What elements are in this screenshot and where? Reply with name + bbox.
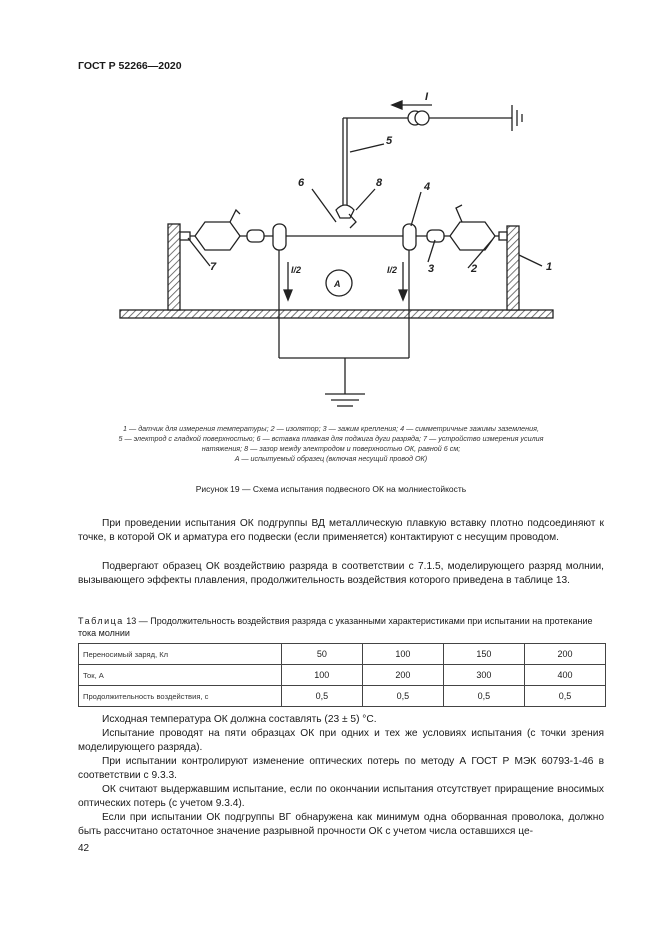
grounding-clamp-right bbox=[403, 224, 416, 250]
paragraph: Исходная температура ОК должна составлять (23 ± 5) °С. bbox=[102, 714, 377, 725]
label-5: 5 bbox=[386, 135, 393, 147]
table-row bbox=[79, 665, 606, 686]
legend-line: A — испытуемый образец (включая несущий провод ОК) bbox=[234, 454, 428, 463]
table-cell: 400 bbox=[524, 665, 605, 686]
left-support bbox=[168, 224, 180, 310]
label-2: 2 bbox=[471, 263, 478, 275]
discharge-duration-table bbox=[78, 643, 606, 707]
table-cell: 200 bbox=[524, 644, 605, 665]
table-cell: 0,5 bbox=[524, 686, 605, 707]
row-label: Ток, А bbox=[79, 665, 282, 686]
figure-caption: Рисунок 19 — Схема испытания подвесного ОК на молниестойкость bbox=[195, 484, 467, 494]
label-4: 4 bbox=[424, 181, 431, 193]
legend-line: 5 — электрод с гладкой поверхностью; 6 — вставка плавкая для поджига дуги разряда; 7 — устройство измерения усилия bbox=[118, 434, 544, 443]
table-row bbox=[79, 644, 606, 665]
legend-line: 1 — датчик для измерения температуры; 2 — изолятор; 3 — зажим крепления; 4 — симметричные зажимы заземления, bbox=[123, 424, 539, 433]
document-code-header: ГОСТ Р 52266—2020 bbox=[78, 60, 182, 72]
table-cell: 0,5 bbox=[281, 686, 362, 707]
table-caption-prefix: Таблица bbox=[78, 616, 124, 626]
grounding-clamp-left bbox=[273, 224, 286, 250]
label-half-right: I/2 bbox=[387, 265, 398, 275]
left-clamp bbox=[247, 230, 264, 242]
paragraph: ОК считают выдержавшим испытание, если по окончании испытания отсутствует приращение вносимых оптических потерь (с учетом 9.3.4). bbox=[78, 784, 604, 810]
label-8: 8 bbox=[376, 177, 383, 189]
table-caption bbox=[78, 615, 604, 639]
fuse-insert bbox=[349, 214, 356, 228]
table-cell: 0,5 bbox=[362, 686, 443, 707]
table-cell: 200 bbox=[362, 665, 443, 686]
test-circuit-diagram bbox=[0, 0, 661, 420]
label-current: I bbox=[425, 91, 429, 103]
right-support bbox=[507, 226, 519, 310]
floor bbox=[120, 310, 553, 318]
paragraph: Если при испытании ОК подгруппы ВГ обнаружена как минимум одна оборванная проволока, должно быть рассчитано остаточное значение разрывной прочности ОК с учетом числа оставшихся це- bbox=[78, 812, 604, 838]
table-cell: 300 bbox=[443, 665, 524, 686]
paragraph: При испытании контролируют изменение оптических потерь по методу А ГОСТ Р МЭК 60793-1-46 в соответствии с 9.3.3. bbox=[78, 756, 604, 782]
figure-legend bbox=[70, 424, 592, 464]
table-cell: 0,5 bbox=[443, 686, 524, 707]
label-3: 3 bbox=[428, 263, 435, 275]
label-half-left: I/2 bbox=[291, 265, 302, 275]
table-caption-text: 13 — Продолжительность воздействия разряда с указанными характеристиками при испытании на протекание тока молнии bbox=[78, 616, 593, 638]
left-insulator bbox=[195, 222, 240, 250]
legend-line: натяжения; 8 — зазор между электродом и поверхностью ОК, равной 6 см; bbox=[201, 444, 461, 453]
label-6: 6 bbox=[298, 177, 305, 189]
table-cell: 150 bbox=[443, 644, 524, 665]
label-7: 7 bbox=[210, 261, 217, 273]
paragraph: При проведении испытания ОК подгруппы ВД металлическую плавкую вставку плотно подсоединяют к точке, в которой ОК и арматура его подвески (если применяется) контактируют с несущим проводом. bbox=[78, 518, 604, 544]
paragraph: Подвергают образец ОК воздействию разряда в соответствии с 7.1.5, моделирующего разряд молнии, вызывающего эффекты плавления, продолжительность воздействия которого приведена в таблице 13. bbox=[78, 561, 604, 587]
row-label: Переносимый заряд, Кл bbox=[79, 644, 282, 665]
row-label: Продолжительность воздействия, с bbox=[79, 686, 282, 707]
table-cell: 100 bbox=[281, 665, 362, 686]
label-ammeter: A bbox=[334, 279, 341, 289]
table-row bbox=[79, 686, 606, 707]
table-cell: 100 bbox=[362, 644, 443, 665]
label-1: 1 bbox=[546, 261, 553, 273]
page-number: 42 bbox=[78, 843, 90, 854]
table-cell: 50 bbox=[281, 644, 362, 665]
paragraph: Испытание проводят на пяти образцах ОК при одних и тех же условиях испытания (с точки зрения моделирующего разряда). bbox=[78, 728, 604, 754]
right-insulator bbox=[450, 222, 495, 250]
